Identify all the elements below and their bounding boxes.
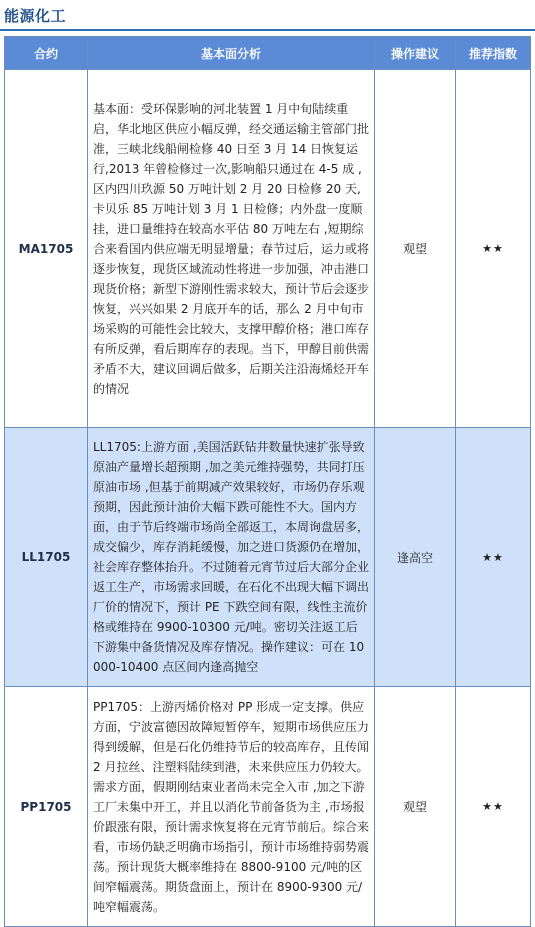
contract-code: LL1705 — [5, 428, 88, 687]
header-analysis: 基本面分析 — [88, 37, 375, 70]
contract-code: PP1705 — [5, 687, 88, 927]
contract-code: MA1705 — [5, 70, 88, 428]
header-rating: 推荐指数 — [456, 37, 531, 70]
table-header-row — [5, 37, 531, 70]
table-row-pp1705 — [5, 687, 531, 927]
rating-stars: ★★ — [456, 428, 531, 687]
analysis-text: PP1705：上游丙烯价格对 PP 形成一定支撑。供应方面，宁波富德因故障短暂停车，短期市场供应压力得到缓解，但是石化仍维持节后的较高库存，且传闻 2 月拉丝、注塑料陆续到港，未来供应压力仍较大。需求方面，假期刚结束业者尚未完全入市 ,加之下游工厂未集中开工，并且以消化节前备货为主 ,市场报价跟涨有限，预计需求恢复将在元宵节前后。综合来看，市场仍缺乏明确市场指引，预计市场维持弱势震荡。预计现货大概率维持在 8800-9100 元/吨的区间窄幅震荡。期货盘面上，预计在 8900-9300 元/吨窄幅震荡。 — [88, 687, 375, 927]
rating-stars: ★★ — [456, 70, 531, 428]
analysis-text: LL1705:上游方面 ,美国活跃钻井数量快速扩张导致原油产量增长超预期 ,加之美元维持强势，共同打压原油市场 ,但基于前期减产效果较好，市场仍存乐观预期，因此预计油价大幅下跌可能性不大。国内方面，由于节后终端市场尚全部返工，本周询盘居多，成交偏少，库存消耗缓慢，加之进口货源仍在增加，社会库存整体抬升。不过随着元宵节过后大部分企业返工生产，市场需求回暖，在石化不出现大幅下调出厂价的情况下，预计 PE 下跌空间有限，线性主流价格或维持在 9900-10300 元/吨。密切关注返工后下游集中备货情况及库存情况。操作建议：可在 10000-10400 点区间内逢高抛空 — [88, 428, 375, 687]
advice-text: 观望 — [375, 687, 456, 927]
header-contract: 合约 — [5, 37, 88, 70]
header-advice: 操作建议 — [375, 37, 456, 70]
title-divider — [0, 29, 535, 31]
rating-stars: ★★ — [456, 687, 531, 927]
table-row-ma1705 — [5, 70, 531, 428]
section-title: 能源化工 — [4, 7, 67, 25]
advice-text: 观望 — [375, 70, 456, 428]
advice-text: 逢高空 — [375, 428, 456, 687]
recommendation-table — [4, 36, 531, 927]
analysis-text: 基本面：受环保影响的河北装置 1 月中旬陆续重启，华北地区供应小幅反弹，经交通运输主管部门批准，三峡北线船闸检修 40 日至 3 月 14 日恢复运行,2013 年曾检修过一次,影响船只通过在 4-5 成 ,区内四川玖源 50 万吨计划 2 月 20 日检修 20 天,卡贝乐 85 万吨计划 3 月 1 日检修；内外盘一度顺挂，进口量维持在较高水平估 80 万吨左右 ,短期综合来看国内供应端无明显增量；春节过后，运力或将逐步恢复，现货区域流动性将进一步加强，冲击港口现货价格；新型下游刚性需求较大，预计节后会逐步恢复，兴兴如果 2 月底开车的话，那么 2 月中旬市场采购的可能性会比较大，支撑甲醇价格；港口库存有所反弹，看后期库存的表现。当下，甲醇目前供需矛盾不大，建议回调后做多，后期关注沿海烯烃开车的情况 — [88, 70, 375, 428]
table-row-ll1705 — [5, 428, 531, 687]
